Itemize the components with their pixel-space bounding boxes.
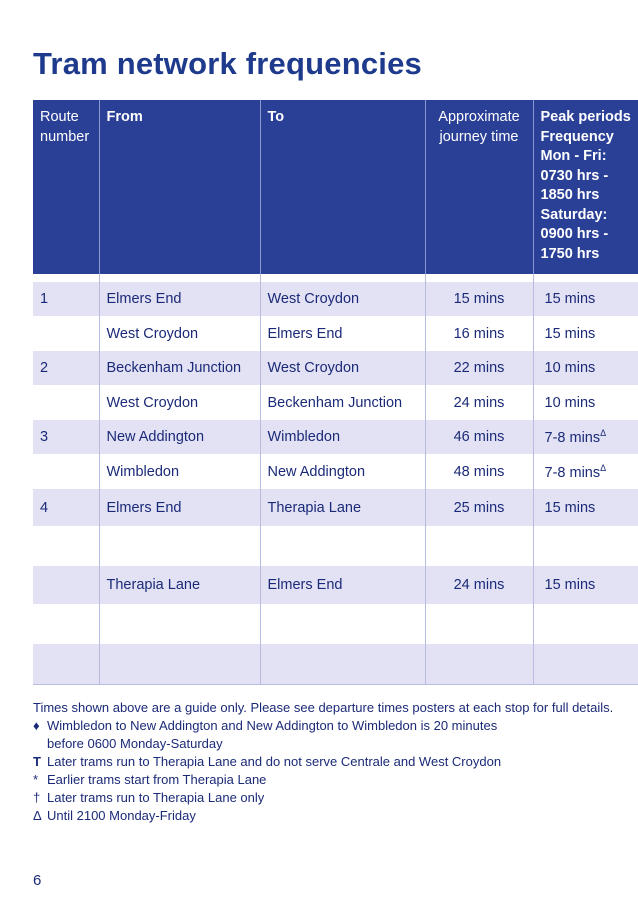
cell-route: [33, 644, 99, 684]
note-text: Earlier trams start from Therapia Lane: [47, 772, 267, 787]
cell-frequency-text: 15 mins: [544, 291, 596, 307]
table-row: [33, 526, 638, 566]
cell-frequency-text: 15 mins: [544, 499, 596, 516]
cell-to-text: West Croydon: [267, 291, 360, 307]
cell-to-text: Beckenham Junction: [267, 394, 403, 411]
page-number: 6: [33, 872, 42, 889]
cell-time: [425, 526, 533, 566]
note-item: [33, 771, 628, 789]
note-symbol: *: [33, 772, 39, 787]
notes-list: [33, 717, 628, 825]
cell-time-text: 24 mins: [453, 394, 505, 411]
cell-to-text: New Addington: [267, 463, 366, 480]
cell-frequency-text: 15 mins: [544, 325, 596, 342]
cell-frequency-text: 10 mins: [544, 394, 596, 411]
table-row: [33, 644, 638, 684]
cell-to: [260, 385, 425, 420]
cell-to: [260, 489, 425, 526]
cell-time: [425, 385, 533, 420]
note-item: [33, 753, 628, 771]
note-text: Until 2100 Monday-Friday: [47, 808, 196, 823]
cell-to: [260, 454, 425, 489]
table-row: [33, 316, 638, 351]
table-row: [33, 385, 638, 420]
footnote-mark: Δ: [600, 428, 607, 438]
cell-from-text: Elmers End: [106, 291, 182, 307]
note-continuation: before 0600 Monday-Saturday: [47, 736, 223, 751]
cell-from: [99, 282, 260, 316]
table-row: [33, 489, 638, 526]
cell-time-text: 16 mins: [453, 325, 505, 342]
cell-time: [425, 282, 533, 316]
header-route-number: Route number: [33, 100, 99, 274]
cell-to-text: Wimbledon: [267, 429, 341, 445]
cell-frequency-text: 7-8 mins: [544, 430, 601, 446]
cell-to: [260, 282, 425, 316]
table-row: [33, 454, 638, 489]
cell-frequency: [533, 604, 638, 644]
frequency-table: [33, 100, 638, 685]
cell-frequency: [533, 316, 638, 351]
cell-route: [33, 526, 99, 566]
cell-time: [425, 316, 533, 351]
header-to: To: [260, 100, 425, 274]
cell-to: [260, 351, 425, 385]
cell-from: [99, 420, 260, 454]
cell-from-text: New Addington: [106, 429, 205, 445]
header-peak-frequency: Peak periods Frequency Mon - Fri: 0730 hrs - 1850 hrs Saturday: 0900 hrs - 1750 hrs: [533, 100, 638, 274]
table-header-row: [33, 100, 638, 274]
note-text: Later trams run to Therapia Lane and do not serve Centrale and West Croydon: [47, 754, 502, 769]
cell-time-text: 24 mins: [453, 577, 505, 593]
cell-time: [425, 351, 533, 385]
cell-frequency: [533, 385, 638, 420]
notes-guide: Times shown above are a guide only. Please see departure times posters at each stop for full details.: [33, 700, 614, 715]
cell-from-text: Elmers End: [106, 499, 182, 516]
cell-frequency: [533, 489, 638, 526]
cell-to-text: Elmers End: [267, 577, 343, 593]
cell-route-text: 2: [40, 360, 49, 376]
note-symbol: †: [33, 790, 41, 805]
cell-time: [425, 420, 533, 454]
header-from: From: [99, 100, 260, 274]
cell-frequency: [533, 420, 638, 454]
cell-from: [99, 489, 260, 526]
cell-from: [99, 316, 260, 351]
cell-time: [425, 489, 533, 526]
note-text: Later trams run to Therapia Lane only: [47, 790, 265, 805]
cell-route-text: 4: [40, 499, 49, 516]
note-symbol: ♦: [33, 718, 40, 733]
cell-route: [33, 489, 99, 526]
table-body: [33, 274, 638, 684]
cell-from-text: West Croydon: [106, 325, 199, 342]
cell-frequency: [533, 644, 638, 684]
cell-to-text: West Croydon: [267, 360, 360, 376]
cell-route: [33, 316, 99, 351]
note-text: Wimbledon to New Addington and New Addington to Wimbledon is 20 minutes: [47, 718, 498, 733]
spacer-cell: [260, 274, 425, 282]
cell-route: [33, 566, 99, 604]
cell-route-text: 3: [40, 429, 49, 445]
page-title: Tram network frequencies: [33, 46, 422, 81]
cell-from: [99, 351, 260, 385]
cell-to: [260, 420, 425, 454]
cell-frequency: [533, 566, 638, 604]
cell-time-text: 48 mins: [453, 463, 505, 480]
cell-to: [260, 566, 425, 604]
cell-time: [425, 566, 533, 604]
cell-from: [99, 454, 260, 489]
cell-time: [425, 454, 533, 489]
cell-to: [260, 644, 425, 684]
cell-frequency: [533, 526, 638, 566]
note-item: [33, 717, 628, 735]
cell-from-text: Therapia Lane: [106, 577, 201, 593]
cell-frequency-text: 15 mins: [544, 577, 596, 593]
cell-time-text: 25 mins: [453, 499, 505, 516]
cell-route: [33, 604, 99, 644]
cell-time-text: 46 mins: [453, 429, 505, 445]
spacer-cell: [33, 274, 99, 282]
spacer-cell: [533, 274, 638, 282]
cell-to-text: Therapia Lane: [267, 499, 362, 516]
notes: [33, 699, 628, 825]
cell-from: [99, 566, 260, 604]
cell-from: [99, 526, 260, 566]
cell-time-text: 15 mins: [453, 291, 505, 307]
table-row: [33, 282, 638, 316]
note-item: [33, 789, 628, 807]
note-symbol: T: [33, 754, 41, 769]
note-symbol: Δ: [33, 808, 42, 823]
cell-time-text: 22 mins: [453, 360, 505, 376]
header-journey-time: Approximate journey time: [425, 100, 533, 274]
cell-frequency: [533, 351, 638, 385]
cell-to: [260, 604, 425, 644]
cell-frequency: [533, 282, 638, 316]
cell-to-text: Elmers End: [267, 325, 343, 342]
cell-time: [425, 604, 533, 644]
table-row: [33, 351, 638, 385]
table-row: [33, 604, 638, 644]
cell-from-text: Beckenham Junction: [106, 360, 242, 376]
cell-route: [33, 385, 99, 420]
cell-to: [260, 316, 425, 351]
cell-from: [99, 644, 260, 684]
cell-frequency-text: 10 mins: [544, 360, 596, 376]
table-row: [33, 566, 638, 604]
cell-from: [99, 604, 260, 644]
cell-route: [33, 351, 99, 385]
note-item: [33, 807, 628, 825]
table-row: [33, 420, 638, 454]
footnote-mark: Δ: [600, 462, 607, 473]
cell-route-text: 1: [40, 291, 49, 307]
cell-route: [33, 282, 99, 316]
table-spacer: [33, 274, 638, 282]
cell-from-text: West Croydon: [106, 394, 199, 411]
spacer-cell: [99, 274, 260, 282]
cell-from-text: Wimbledon: [106, 463, 180, 480]
cell-frequency-text: 7-8 mins: [544, 464, 601, 481]
cell-to: [260, 526, 425, 566]
cell-route: [33, 454, 99, 489]
cell-time: [425, 644, 533, 684]
cell-route: [33, 420, 99, 454]
cell-from: [99, 385, 260, 420]
cell-frequency: [533, 454, 638, 489]
spacer-cell: [425, 274, 533, 282]
